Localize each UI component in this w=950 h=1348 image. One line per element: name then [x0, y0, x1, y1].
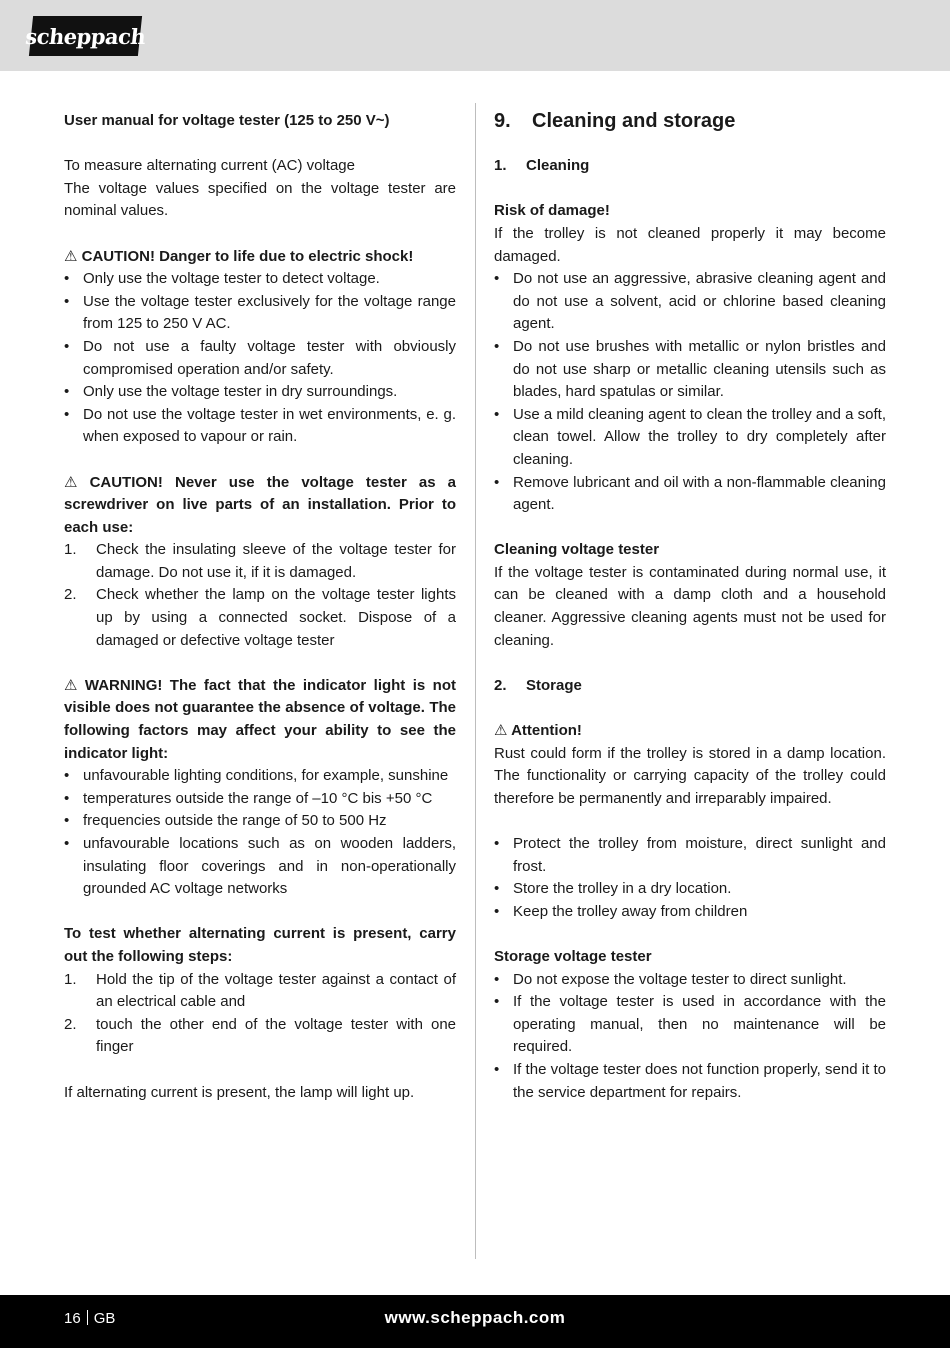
storage-tester-list — [494, 969, 886, 1105]
list-item: • Do not use the voltage tester in wet environments, e. g. when exposed to vapour or rain. — [64, 404, 456, 449]
list-item: • Remove lubricant and oil with a non-flammable cleaning agent. — [494, 472, 886, 517]
storage-tester-heading: Storage voltage tester — [494, 947, 652, 965]
language-code: GB — [93, 1310, 116, 1327]
caution-shock-text: CAUTION! Danger to life due to electric shock! — [81, 247, 414, 265]
intro-line-1: To measure alternating current (AC) voltage — [64, 157, 355, 175]
attention-heading: ⚠ Attention! — [494, 720, 886, 743]
page-number: 16 GB — [64, 1310, 116, 1327]
list-item: • Do not use a faulty voltage tester with obviously compromised operation and/or safety. — [64, 336, 456, 381]
caution-shock-heading — [64, 246, 456, 269]
cleaning-tester-text: If the voltage tester is contaminated during normal use, it can be cleaned with a damp cloth and a household cleaner. Aggressive cleaning agents must not be used for cleaning. — [494, 563, 886, 649]
right-column — [494, 110, 886, 1104]
warning-triangle-icon: ⚠ — [64, 473, 78, 491]
page-header — [0, 0, 950, 71]
list-item: • Use the voltage tester exclusively for the voltage range from 125 to 250 V AC. — [64, 291, 456, 336]
list-item: • unfavourable lighting conditions, for example, sunshine — [64, 765, 456, 788]
intro-line-2: The voltage values specified on the voltage tester are nominal values. — [64, 179, 456, 220]
list-item: • If the voltage tester does not function properly, send it to the service department for repairs. — [494, 1059, 886, 1104]
column-divider — [475, 103, 476, 1259]
pre-use-check-list — [64, 539, 456, 652]
warning-triangle-icon: ⚠ — [494, 722, 508, 740]
indicator-factors-list — [64, 765, 456, 901]
test-steps-heading: To test whether alternating current is present, carry out the following steps: — [64, 925, 456, 965]
warning-triangle-icon: ⚠ — [64, 676, 78, 694]
test-result-text: If alternating current is present, the lamp will light up. — [64, 1083, 415, 1101]
list-item: • Do not use brushes with metallic or nylon bristles and do not use sharp or metallic cleaning utensils such as blades, hard spatulas or similar. — [494, 336, 886, 404]
list-item: • Use a mild cleaning agent to clean the trolley and a soft, clean towel. Allow the trolley to dry completely after cleaning. — [494, 404, 886, 472]
list-item: • Protect the trolley from moisture, direct sunlight and frost. — [494, 833, 886, 878]
list-item: 2. Check whether the lamp on the voltage tester lights up by using a connected socket. Dispose of a damaged or defective voltage tester — [64, 586, 456, 649]
caution-screwdriver-heading — [64, 472, 456, 540]
list-item: 1. Check the insulating sleeve of the voltage tester for damage. Do not use it, if it is damaged. — [64, 541, 456, 581]
list-item: • Do not use an aggressive, abrasive cleaning agent and do not use a solvent, acid or chlorine based cleaning agent. — [494, 268, 886, 336]
list-item: • If the voltage tester is used in accordance with the operating manual, then no maintenance will be required. — [494, 991, 886, 1059]
list-item: • Store the trolley in a dry location. — [494, 878, 886, 901]
warning-triangle-icon: ⚠ — [64, 247, 78, 265]
warning-indicator-heading — [64, 675, 456, 765]
left-column — [64, 110, 456, 1104]
section-heading: 9. Cleaning and storage — [494, 110, 736, 132]
storage-heading: 2. Storage — [494, 676, 582, 694]
risk-heading: Risk of damage! — [494, 202, 610, 220]
risk-text: If the trolley is not cleaned properly it may become damaged. — [494, 224, 886, 265]
test-steps-list — [64, 969, 456, 1059]
list-item: • Keep the trolley away from children — [494, 901, 886, 924]
cleaning-tester-heading: Cleaning voltage tester — [494, 541, 660, 559]
list-item: • Only use the voltage tester to detect voltage. — [64, 268, 456, 291]
list-item: • Only use the voltage tester in dry surroundings. — [64, 381, 456, 404]
list-item: • frequencies outside the range of 50 to 500 Hz — [64, 810, 456, 833]
warning-indicator-text: WARNING! The fact that the indicator light is not visible does not guarantee the absence of voltage. The following factors may affect your ability to see the indicator light: — [64, 676, 456, 762]
page-footer — [0, 1295, 950, 1348]
list-item: • Do not expose the voltage tester to direct sunlight. — [494, 969, 886, 992]
cleaning-heading: 1. Cleaning — [494, 157, 590, 175]
cleaning-list — [494, 268, 886, 517]
scheppach-logo: scheppach — [29, 16, 142, 56]
caution-screwdriver-text: CAUTION! Never use the voltage tester as a screwdriver on live parts of an installation. Prior to each use: — [64, 473, 457, 536]
attention-text: Rust could form if the trolley is stored in a damp location. The functionality or carrying capacity of the trolley could therefore be permanently and irreparably impaired. — [494, 744, 886, 807]
list-item: 1. Hold the tip of the voltage tester against a contact of an electrical cable and — [64, 970, 456, 1011]
manual-title: User manual for voltage tester (125 to 250 V~) — [64, 112, 390, 129]
caution-shock-list — [64, 268, 456, 449]
storage-list — [494, 833, 886, 923]
list-item: • temperatures outside the range of –10 °C bis +50 °C — [64, 788, 456, 811]
list-item: 2. touch the other end of the voltage tester with one finger — [64, 1015, 456, 1056]
website-link[interactable]: www.scheppach.com — [384, 1308, 566, 1327]
list-item: • unfavourable locations such as on wooden ladders, insulating floor coverings and in non-operationally grounded AC voltage networks — [64, 833, 456, 901]
